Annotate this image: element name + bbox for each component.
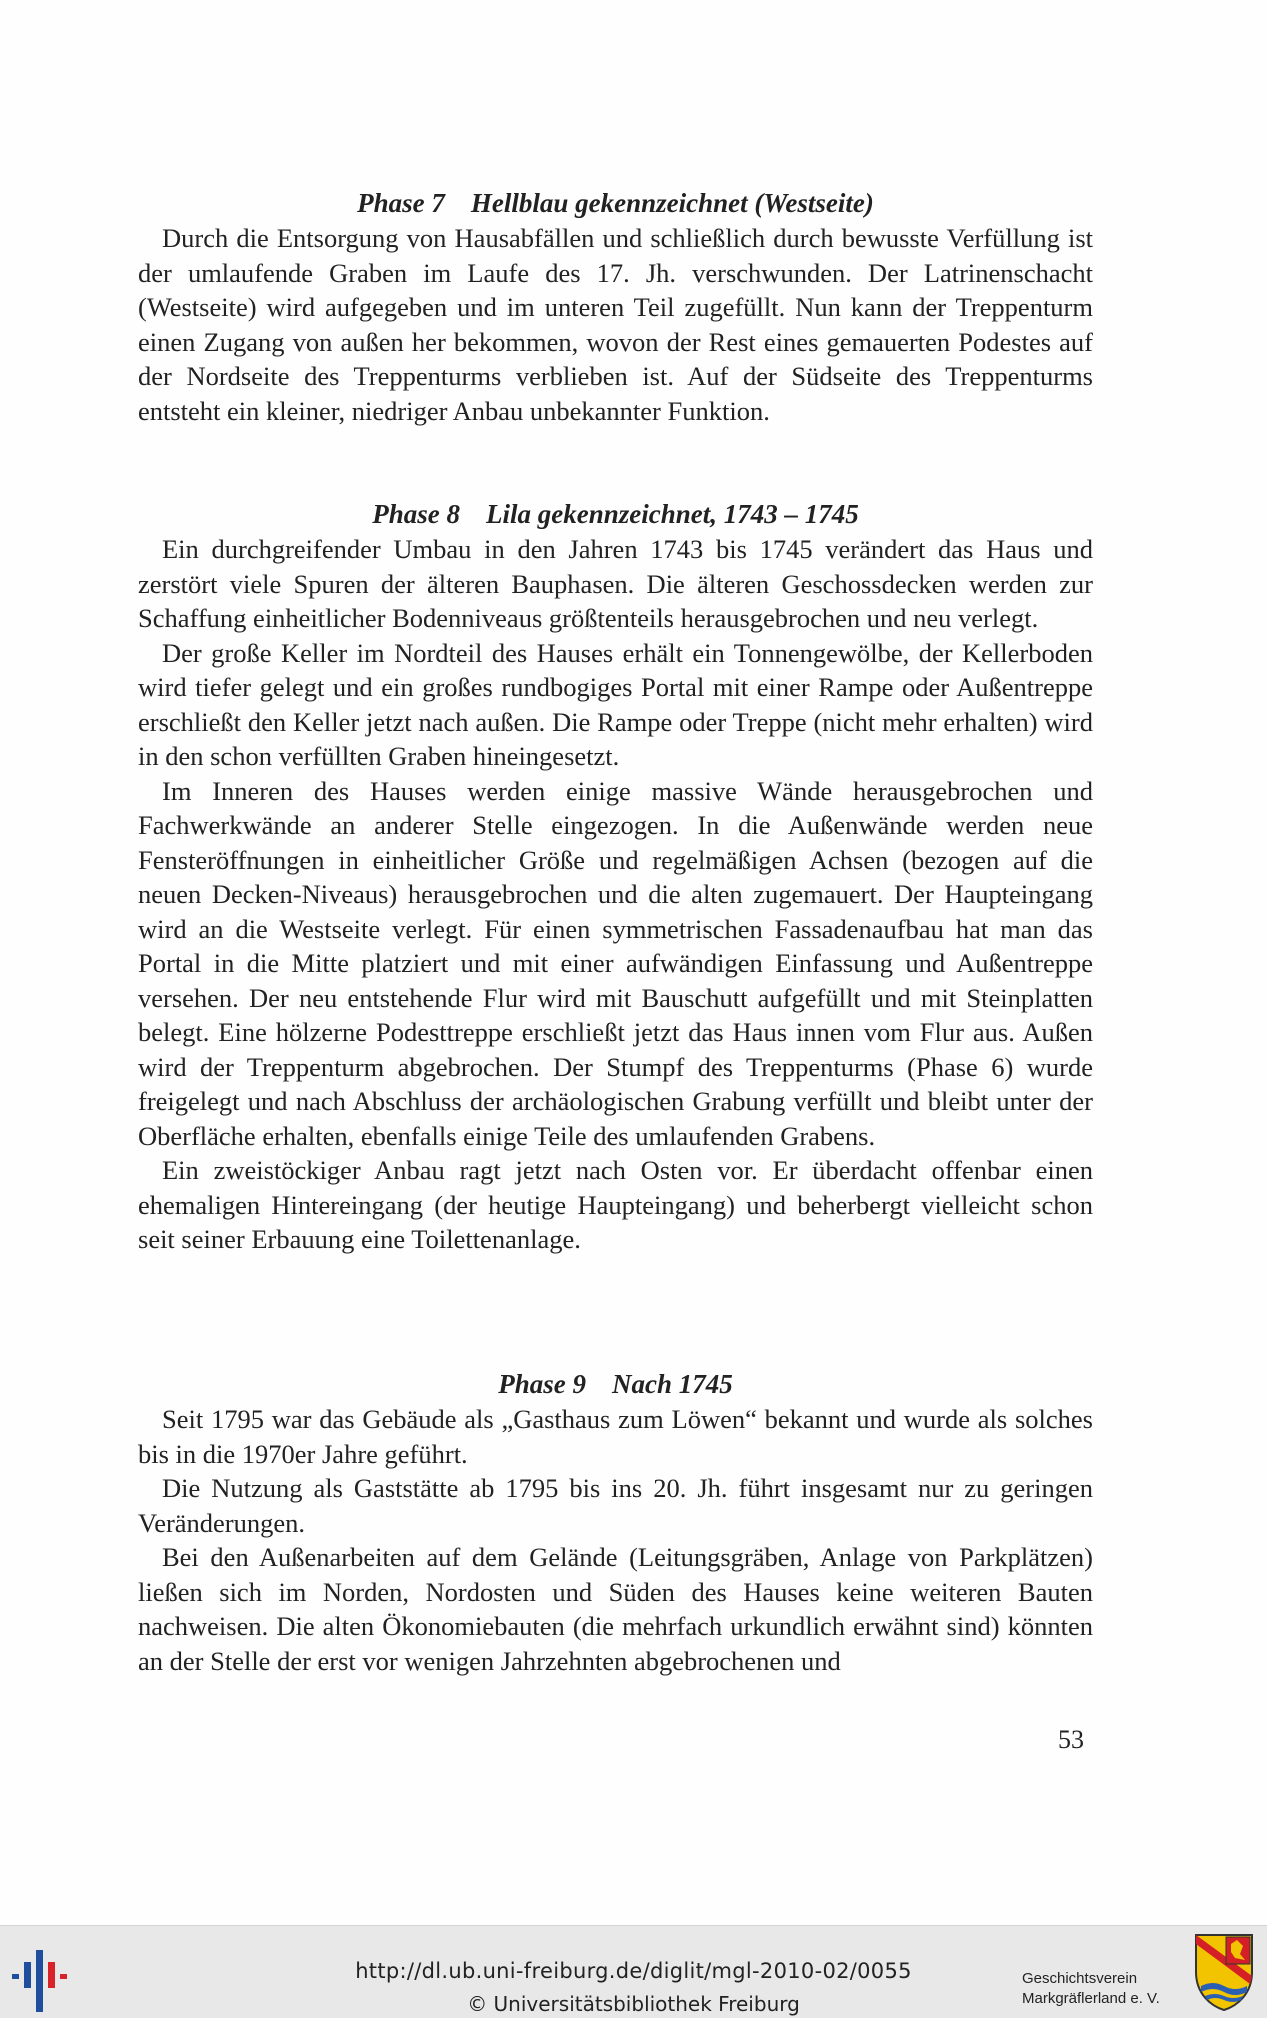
permalink-url[interactable]: http://dl.ub.uni-freiburg.de/diglit/mgl-2010-02/0055 [355,1959,912,1983]
paragraph: Seit 1795 war das Gebäude als „Gasthaus zum Löwen“ bekannt und wurde als solches bis in die 1970er Jahre geführt. [138,1404,1093,1469]
paragraph: Ein durchgreifender Umbau in den Jahren 1743 bis 1745 verändert das Haus und zerstört viele Spuren der älteren Bauphasen. Die älteren Geschossdecken werden zur Schaffung einheitlicher Bodenniveaus größtenteils herausgebrochen und neu verlegt. [138,534,1093,633]
paragraph: Durch die Entsorgung von Hausabfällen und schließlich durch bewusste Verfüllung ist der umlaufende Graben im Laufe des 17. Jh. verschwunden. Der Latrinenschacht (Westseite) wird aufgegeben und im unteren Teil zugefüllt. Nun kann der Treppenturm einen Zugang von außen her bekommen, wovon der Rest eines gemauerten Podestes auf der Nordseite des Treppenturms verblieben ist. Auf der Südseite des Treppenturms entsteht ein kleiner, niedriger Anbau unbekannter Funktion. [138,223,1093,426]
phase-label: Phase 9 [498,1369,586,1399]
phase-description: Nach 1745 [612,1369,733,1399]
section-heading [138,186,1093,221]
society-crest-icon[interactable] [1193,1932,1255,2012]
copyright-text: © Universitätsbibliothek Freiburg [467,1992,800,2016]
paragraph: Die Nutzung als Gaststätte ab 1795 bis ins 20. Jh. führt insgesamt nur zu geringen Veränderungen. [138,1473,1093,1538]
phase-description: Lila gekennzeichnet, 1743 – 1745 [486,499,859,529]
page-number: 53 [1058,1725,1084,1754]
section-phase-8 [138,497,1093,1257]
section-heading [138,1367,1093,1402]
footer-bar [0,1925,1267,2018]
society-name-line2: Markgräflerland e. V. [1022,1990,1160,2007]
section-phase-7 [138,186,1093,428]
paragraph: Ein zweistöckiger Anbau ragt jetzt nach Osten vor. Er überdacht offenbar einen ehemaligen Hintereingang (der heutige Haupteingang) und beherbergt vielleicht schon seit seiner Erbauung eine Toilettenanlage. [138,1155,1093,1254]
paragraph: Im Inneren des Hauses werden einige massive Wände herausgebrochen und Fachwerkwände an anderer Stelle eingezogen. In die Außenwände werden neue Fensteröffnungen in einheitlicher Größe und regelmäßigen Achsen (bezogen auf die neuen Decken-Niveaus) herausgebrochen und die alten zugemauert. Der Haupteingang wird an die Westseite verlegt. Für einen symmetrischen Fassadenaufbau hat man das Portal in die Mitte platziert und mit einer aufwändigen Einfassung und Außentreppe versehen. Der neu entstehende Flur wird mit Bauschutt aufgefüllt und mit Steinplatten belegt. Eine hölzerne Podesttreppe erschließt jetzt das Haus innen vom Flur aus. Außen wird der Treppenturm abgebrochen. Der Stumpf des Treppenturms (Phase 6) wurde freigelegt und nach Abschluss der archäologischen Grabung verfüllt und bleibt unter der Oberfläche erhalten, ebenfalls einige Teile des umlaufenden Grabens. [138,775,1093,1151]
phase-label: Phase 8 [372,499,460,529]
paragraph: Bei den Außenarbeiten auf dem Gelände (Leitungsgräben, Anlage von Parkplätzen) ließen sich im Norden, Nordosten und Süden des Hauses keine weiteren Bauten nachweisen. Die alten Ökonomiebauten (die mehrfach urkundlich erwähnt sind) könnten an der Stelle der erst vor wenigen Jahrzehnten abgebrochenen und [138,1542,1093,1676]
phase-description: Hellblau gekennzeichnet (Westseite) [470,188,874,218]
society-name-line1: Geschichtsverein [1022,1970,1138,1987]
section-heading [138,497,1093,532]
paragraph: Der große Keller im Nordteil des Hauses erhält ein Tonnengewölbe, der Kellerboden wird tiefer gelegt und ein großes rundbogiges Portal mit einer Rampe oder Außentreppe erschließt den Keller jetzt nach außen. Die Rampe oder Treppe (nicht mehr erhalten) wird in den schon verfüllten Graben hineingesetzt. [138,637,1093,771]
section-phase-9 [138,1367,1093,1678]
phase-label: Phase 7 [357,188,445,218]
